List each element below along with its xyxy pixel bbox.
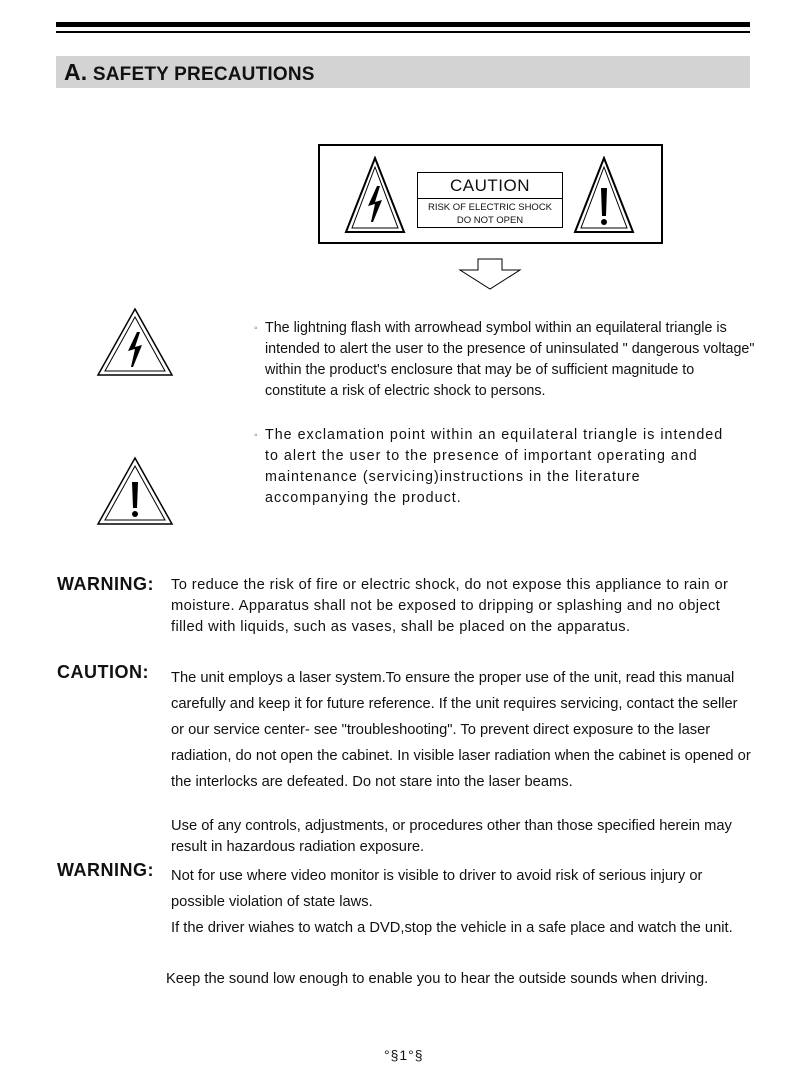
- lightning-symbol-description: [254, 318, 755, 402]
- exclamation-symbol-description: [254, 425, 735, 509]
- caution-text: The unit employs a laser system.To ensure the proper use of the unit, read this manual carefully and keep it for future reference. If the unit requires servicing, contact the seller or our service center- see "troubleshooting". To prevent direct exposure to the laser radiation, do not open the cabinet. In visible laser radiation when the cabinet is opened or the interlocks are defeated. Do not stare into the laser beams.: [171, 670, 751, 790]
- lightning-symbol-text: The lightning flash with arrowhead symbol within an equilateral triangle is intended to alert the user to the presence of uninsulated " dangerous voltage" within the product's enclosure that may be of sufficient magnitude to constitute a risk of electric shock to persons.: [265, 320, 755, 399]
- warning-text: To reduce the risk of fire or electric shock, do not expose this appliance to rain or moisture. Apparatus shall not be exposed to dripping or splashing and no object filled with liquids, such as vases, shall be placed on the apparatus.: [171, 577, 729, 635]
- caution-label-heading: CAUTION:: [57, 662, 149, 682]
- bullet-icon: ◦: [254, 430, 259, 441]
- section-title-bar: [56, 56, 750, 88]
- driver-warning-line-1: Not for use where video monitor is visible to driver to avoid risk of serious injury or possible violation of state laws.: [171, 868, 703, 910]
- caution-line-2: DO NOT OPEN: [456, 215, 524, 226]
- caution-line-1: RISK OF ELECTRIC SHOCK: [427, 202, 553, 213]
- driver-warning-text: [171, 863, 751, 941]
- bullet-icon: ◦: [254, 323, 258, 334]
- exclamation-triangle-icon: [573, 156, 635, 234]
- header-rule-thin: [56, 31, 750, 33]
- section-title-text: SAFETY PRECAUTIONS: [92, 64, 315, 85]
- page-number: °§1°§: [384, 1047, 424, 1063]
- header-rule-thick: [56, 22, 750, 27]
- driver-warning-label: WARNING:: [57, 860, 154, 880]
- caution-label: [417, 172, 563, 228]
- lightning-triangle-icon: [96, 307, 174, 377]
- caution-heading: CAUTION: [418, 173, 562, 199]
- caution-label-box: [318, 144, 663, 244]
- exclamation-symbol-text: The exclamation point within an equilateral triangle is intended to alert the user to the presence of important operating and maintenance (servicing)instructions in the literature accompanying the product.: [265, 427, 724, 506]
- caution-text-2: Use of any controls, adjustments, or procedures other than those specified herein may result in hazardous radiation exposure.: [171, 818, 732, 855]
- driver-sound-warning: Keep the sound low enough to enable you to hear the outside sounds when driving.: [166, 971, 709, 987]
- driver-warning-line-2: If the driver wiahes to watch a DVD,stop the vehicle in a safe place and watch the unit.: [171, 920, 733, 936]
- down-arrow-icon: [458, 258, 522, 290]
- lightning-triangle-icon: [344, 156, 406, 234]
- warning-label: WARNING:: [57, 574, 154, 594]
- section-title: [56, 56, 750, 91]
- section-letter: A.: [64, 59, 88, 85]
- exclamation-triangle-icon: [96, 456, 174, 526]
